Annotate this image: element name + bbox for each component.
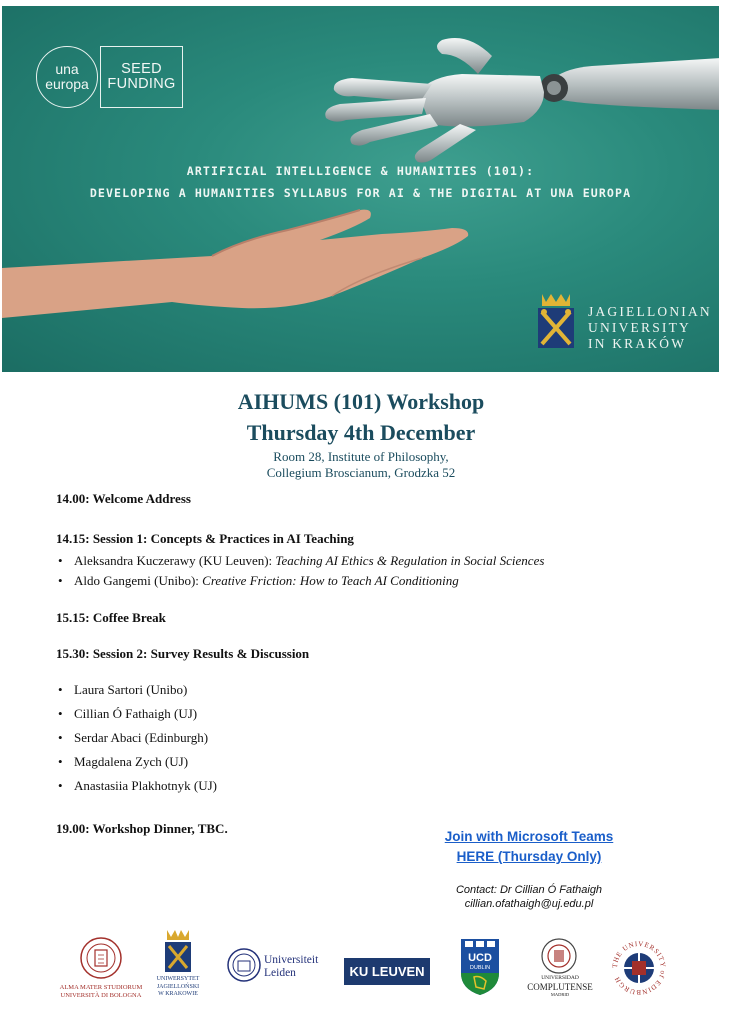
ucm-line2: COMPLUTENSE (527, 982, 593, 992)
ucm-line1: UNIVERSIDAD (541, 975, 579, 981)
header-banner (2, 6, 719, 372)
edinburgh-logo (610, 939, 668, 997)
bullet-icon: • (58, 706, 63, 721)
uj-logo (152, 928, 204, 999)
una-europa-line2: europa (45, 76, 89, 92)
una-europa-logo (36, 46, 98, 108)
human-hand-image (2, 206, 472, 326)
speaker-name: Cillian Ó Fathaigh (UJ) (74, 706, 198, 721)
workshop-title: AIHUMS (101) Workshop (237, 389, 485, 414)
teams-link[interactable]: Join with Microsoft Teams (444, 829, 614, 844)
banner-title (2, 160, 719, 204)
una-europa-line1: una (55, 61, 79, 77)
contact-email[interactable]: cillian.ofathaigh@uj.edu.pl (464, 898, 594, 910)
banner-title-line2: DEVELOPING A HUMANITIES SYLLABUS FOR AI & THE DIGITAL AT UNA EUROPA (89, 186, 632, 200)
session1-item (58, 553, 544, 569)
edinburgh-ring-text: THE UNIVERSITY of EDINBURGH (610, 939, 668, 997)
session2-item (58, 778, 217, 794)
bologna-logo (46, 936, 156, 999)
seed-funding-line1: SEED (121, 61, 162, 77)
jagiellonian-line3: IN KRAKÓW (588, 336, 687, 351)
leiden-line1: Universiteit (264, 954, 319, 966)
seed-funding-line2: FUNDING (107, 76, 176, 92)
talk-title: Teaching AI Ethics & Regulation in Social Sciences (275, 553, 545, 568)
speaker-name: Magdalena Zych (UJ) (74, 754, 189, 769)
agenda-welcome: 14.00: Welcome Address (56, 491, 191, 506)
bologna-line2: UNIVERSITÀ DI BOLOGNA (60, 991, 142, 999)
bologna-seal-icon (79, 936, 123, 980)
speaker-name: Anastasiia Plakhotnyk (UJ) (74, 778, 217, 793)
uj-line1: UNIWERSYTET (156, 976, 200, 982)
bullet-icon: • (58, 730, 63, 745)
ucd-text: UCD (468, 952, 492, 964)
speaker-name: Laura Sartori (Unibo) (74, 682, 188, 697)
session2-item (58, 682, 187, 698)
leiden-line2: Leiden (264, 967, 296, 979)
venue-line2: Collegium Broscianum, Grodzka 52 (266, 465, 456, 480)
contact-name: Contact: Dr Cillian Ó Fathaigh (455, 884, 603, 896)
banner-title-line1: ARTIFICIAL INTELLIGENCE & HUMANITIES (101): (186, 164, 535, 178)
session1-title: 14.15: Session 1: Concepts & Practices in AI Teaching (56, 531, 354, 546)
jagiellonian-university-name (588, 304, 712, 352)
session2-title: 15.30: Session 2: Survey Results & Discussion (56, 646, 310, 661)
leiden-seal-icon (226, 947, 262, 983)
jagiellonian-line2: UNIVERSITY (588, 320, 691, 335)
ucd-dublin-text: DUBLIN (469, 965, 491, 971)
speaker-name: Serdar Abaci (Edinburgh) (74, 730, 209, 745)
bullet-icon: • (58, 573, 63, 588)
bologna-line1: ALMA MATER STUDIORUM (59, 984, 143, 991)
robot-hand-image (292, 26, 719, 166)
speaker-name: Aldo Gangemi (Unibo): (74, 573, 203, 588)
complutense-seal-icon (540, 937, 578, 975)
session2-item (58, 754, 188, 770)
talk-title: Creative Friction: How to Teach AI Conditioning (202, 573, 459, 588)
bullet-icon: • (58, 553, 63, 568)
ku-leuven-logo: KU LEUVEN (344, 958, 430, 985)
session2-item (58, 730, 208, 746)
bullet-icon: • (58, 778, 63, 793)
bullet-icon: • (58, 754, 63, 769)
bullet-icon: • (58, 682, 63, 697)
jagiellonian-crest-icon (532, 290, 580, 350)
uj-line3: W KRAKOWIE (158, 991, 198, 997)
session2-item (58, 706, 197, 722)
leiden-logo (264, 954, 318, 980)
ucm-line3: MADRID (550, 992, 570, 997)
agenda-coffee-break: 15.15: Coffee Break (56, 610, 166, 625)
session1-item (58, 573, 459, 589)
uj-crest-icon (163, 928, 193, 974)
uj-line2: JAGIELLOŃSKI (156, 983, 200, 990)
venue-line1: Room 28, Institute of Philosophy, (273, 449, 449, 464)
teams-link-here[interactable]: HERE (Thursday Only) (456, 849, 602, 864)
ucd-logo (459, 937, 501, 997)
complutense-logo (520, 975, 600, 998)
speaker-name: Aleksandra Kuczerawy (KU Leuven): (74, 553, 276, 568)
seed-funding-logo (100, 46, 183, 108)
workshop-date: Thursday 4th December (246, 420, 476, 445)
jagiellonian-line1: JAGIELLONIAN (588, 304, 712, 319)
agenda-dinner: 19.00: Workshop Dinner, TBC. (56, 821, 228, 836)
